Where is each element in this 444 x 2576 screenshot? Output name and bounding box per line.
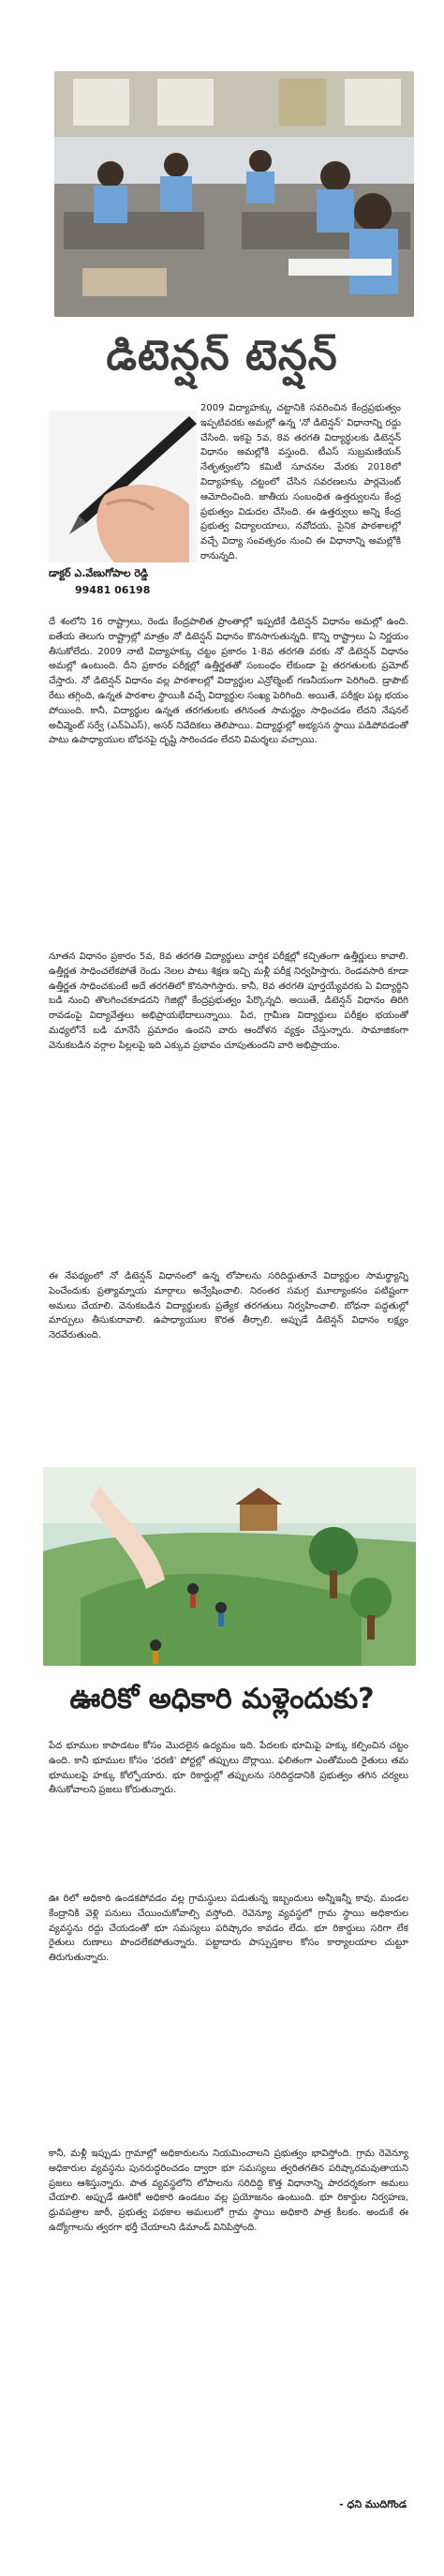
author-phone: 99481 06198 [75,584,151,596]
byline: - ధని ముదిగొండ [339,2498,407,2510]
classroom-image [54,71,414,317]
hand-pen-image [49,411,197,562]
intro-column: 2009 విద్యాహక్కు చట్టానికి సవరించిన కేంద్రప్రభుత్వం ఇప్పటివరకు అమల్లో ఉన్న 'నో డిటెన్షన్' విధానాన్ని రద్దు చేసింది. ఇకపై 5వ, 8వ తరగతి విద్యార్థులకు డిటెన్షన్ విధానం అమల్లోకి వస్తుంది. టీఎస్ సుబ్రమణియన్ నేతృత్వంలోని కమిటీ సూచనల మేరకు 2018లో విద్యాహక్కు చట్టంలో చేసిన సవరణలను పార్లమెంట్ ఆమోదించింది. జాతీయ సంబంధిత ఉత్తర్వులను కేంద్ర ప్రభుత్వం విడుదల చేసింది. ఈ ఉత్తర్వులు అన్ని కేంద్ర ప్రభుత్వ విద్యాలయాలు, నవోదయ, సైనిక పాఠశాలల్లో వచ్చే విద్యా సంవత్సరం నుంచి ఈ విధానాన్ని అమల్లోకి రానున్నది. [200,403,401,562]
village-illustration [43,1467,416,1666]
second-headline: ఊరికో అధికారి మళ్లెందుకు? [69,1683,375,1715]
article-paragraph-4: పేద భూముల కాపాడటం కోసం మొదలైన ఉద్యమం ఇది. పేదలకు భూమిపై హక్కు కల్పించిన చట్టం ఉంది. కానీ భూముల కోసం 'ధరణి' పోర్టల్లో తప్పులు దొర్లాయి. ఫలితంగా ఎంతోమంది రైతులు తమ భూములపై హక్కు కోల్పోయారు. భూ రికార్డుల్లో తప్పులను సరిదిద్దడానికి ప్రభుత్వం తగిన చర్యలు తీసుకోవాలని ప్రజలు కోరుతున్నారు. [49,1741,408,1796]
farmland-image [43,1467,416,1666]
article-paragraph-3: ఈ నేపథ్యంలో నో డిటెన్షన్ విధానంలో ఉన్న లోపాలను సరిదిద్దుతూనే విద్యార్థుల సామర్థ్యాన్ని పెంచేందుకు ప్రత్యామ్నాయ మార్గాలు అన్వేషించాలి. నిరంతర సమగ్ర మూల్యాంకనం పటిష్టంగా అమలు చేయాలి. వెనుకబడిన విద్యార్థులకు ప్రత్యేక తరగతులు నిర్వహించాలి. బోధనా పద్ధతుల్లో మార్పులు తీసుకురావాలి. ఉపాధ్యాయుల కొరత తీర్చాలి. అప్పుడే డిటెన్షన్ విధానం లక్ష్యం నెరవేరుతుంది. [49,1271,408,1341]
classroom-photo [54,71,414,317]
author-name: డాక్టర్ ఎ.వేణుగోపాల రెడ్డి [49,567,149,579]
article-paragraph-2: నూతన విధానం ప్రకారం 5వ, 8వ తరగతి విద్యార్థులు వార్షిక పరీక్షల్లో కచ్చితంగా ఉత్తీర్ణులు కావాలి. ఉత్తీర్ణత సాధించలేకపోతే రెండు నెలల పాటు శిక్షణ ఇచ్చి మళ్లీ పరీక్ష నిర్వహిస్తారు. రెండవసారి కూడా ఉత్తీర్ణత సాధించకుంటే అదే తరగతిలో కొనసాగిస్తారు. కానీ, 8వ తరగతి పూర్తయ్యేవరకు ఏ విద్యార్థిని బడి నుంచి తొలగించకూడదని గెజిట్లో కేంద్రప్రభుత్వం పేర్కొన్నది. అయితే, డిటెన్షన్ విధానం తిరిగి రావడంపై విద్యావేత్తలు అభిప్రాయభేదాలున్నాయి. పేద, గ్రామీణ విద్యార్థులు పరీక్షల భయంతో మధ్యలోనే బడి మానేసే ప్రమాదం ఉందని వారు ఆందోళన వ్యక్తం చేస్తున్నారు. సామాజికంగా వెనుకబడిన వర్గాల పిల్లలపై ఇది ఎక్కువ ప్రభావం చూపుతుందని వారి అభిప్రాయం. [49,951,408,1051]
main-headline: డిటెన్షన్ టెన్షన్ [106,332,338,380]
article-paragraph-1: దే శంలోని 16 రాష్ట్రాలు, రెండు కేంద్రపాలిత ప్రాంతాల్లో ఇప్పటికే డిటెన్షన్ విధానం అమల్లో ఉంది. ఐతేయ తెలుగు రాష్ట్రాల్లో మాత్రం నో డిటెన్షన్ విధానం కొనసాగుతున్నది. కొన్ని రాష్ట్రాలు ఏ నిర్ణయం తీసుకోలేదు. 2009 నాటి విద్యాహక్కు చట్టం ప్రకారం 1-8వ తరగతి వరకు నో డిటెన్షన్ విధానం అమల్లో ఉంటుంది. దీని ప్రకారం పరీక్షల్లో ఉత్తీర్ణతతో సంబంధం లేకుండా పై తరగతులకు ప్రమోట్ చేస్తారు. నో డిటెన్షన్ విధానం వల్ల పాఠశాలల్లో విద్యార్థుల ఎన్రోల్మెంట్ గణనీయంగా పెరిగింది. డ్రాపౌట్ రేటు తగ్గింది, ఉన్నత పాఠశాల స్థాయికి వచ్చే విద్యార్థుల సంఖ్య పెరిగింది. అయితే, పరీక్షల పట్ల భయం పోయింది. కానీ, విద్యార్థుల ఉన్నత తరగతులకు తగినంత సామర్థ్యం సాధించడం లేదని నేషనల్ అచీవ్మెంట్ సర్వే (ఎన్ఏఎస్), అసర్ నివేదికలు తెలిపాయి. విద్యార్థుల్లో అభ్యసన స్థాయి పడిపోవడంతో పాటు ఉపాధ్యాయుల బోధనపై దృష్టి సారించడం లేదని విమర్శలు వచ్చాయి. [49,617,408,746]
article-paragraph-6: కానీ, మళ్లీ ఇప్పుడు గ్రామాల్లో అధికారులను నియమించాలని ప్రభుత్వం భావిస్తోంది. గ్రామ రెవెన్యూ అధికారుల వ్యవస్థను పునరుద్ధరించడం ద్వారా భూ సమస్యలు త్వరితగతిన పరిష్కారమవుతాయని ప్రజలు ఆశిస్తున్నారు. పాత వ్యవస్థలోని లోపాలను సరిదిద్ది కొత్త విధానాన్ని పారదర్శకంగా అమలు చేయాలి. అప్పుడే ఊరికో అధికారి ఉండటం వల్ల ప్రయోజనం ఉంటుంది. భూ రికార్డుల నిర్వహణ, ధ్రువపత్రాల జారీ, ప్రభుత్వ పథకాల అమలులో గ్రామ స్థాయి అధికారి పాత్ర కీలకం. అందుకే ఈ ఉద్యోగాలను త్వరగా భర్తీ చేయాలని డిమాండ్ వినిపిస్తోంది. [49,2149,408,2233]
pen-photo [49,411,197,562]
article-paragraph-5: ఊ రిలో అధికారి ఉండకపోవడం వల్ల గ్రామస్థులు పడుతున్న ఇబ్బందులు అన్నీఇన్నీ కావు. మండల కేంద్రానికి వెళ్లి పనులు చేయించుకోవాల్సి వస్తోంది. రెవెన్యూ వ్యవస్థలో గ్రామ స్థాయి అధికారుల వ్యవస్థను రద్దు చేయడంతో భూ సమస్యలు పరిష్కారం కావడం లేదు. భూ రికార్డులు సరిగా లేక రైతులు రుణాలు పొందలేకపోతున్నారు. పట్టాదారు పాస్పుస్తకాల కోసం కార్యాలయాల చుట్టూ తిరుగుతున్నారు. [49,1894,408,1964]
